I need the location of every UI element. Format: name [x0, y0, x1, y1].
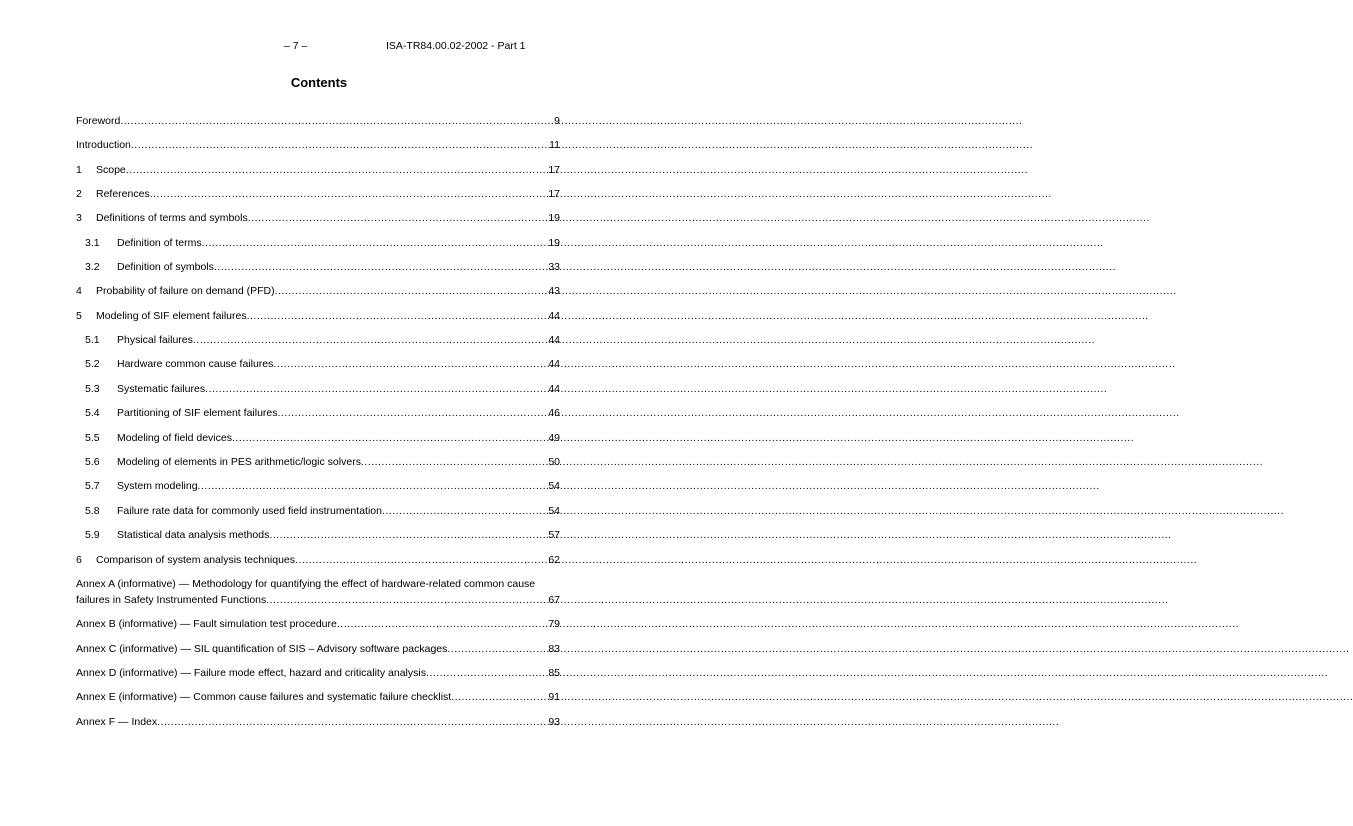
toc-entry-definitions[interactable]: [76, 212, 560, 225]
toc-page-number: 19: [548, 212, 560, 224]
toc-entry-definition-of-symbols[interactable]: [76, 261, 560, 274]
toc-entry-system-modeling[interactable]: [76, 480, 560, 493]
dot-leader: [361, 456, 547, 469]
toc-entry-title: Annex E (informative) — Common cause failures and systematic failure checklist: [76, 691, 452, 703]
dot-leader: [214, 261, 547, 274]
toc-entry-title: Modeling of elements in PES arithmetic/logic solvers: [117, 456, 361, 468]
toc-page-number: 49: [548, 432, 560, 444]
toc-entry-hardware-common-cause[interactable]: [76, 358, 560, 371]
toc-entry-title: Modeling of field devices: [117, 432, 232, 444]
toc-section-number: 3: [76, 212, 82, 224]
toc-page-number: 83: [548, 643, 560, 655]
dot-leader: [382, 505, 547, 518]
toc-entry-scope[interactable]: [76, 164, 560, 177]
toc-page-number: 44: [548, 358, 560, 370]
toc-page-number: 44: [548, 383, 560, 395]
toc-entry-title: Partitioning of SIF element failures: [117, 407, 278, 419]
toc-section-number: 3.2: [85, 261, 100, 273]
toc-entry-references[interactable]: [76, 188, 560, 201]
toc-section-number: 2: [76, 188, 82, 200]
toc-section-number: 5.1: [85, 334, 100, 346]
dot-leader: [126, 164, 548, 177]
toc-entry-title: Comparison of system analysis techniques: [96, 554, 296, 566]
dot-leader: [275, 285, 548, 298]
toc-section-number: 3.1: [85, 237, 100, 249]
toc-section-number: 4: [76, 285, 82, 297]
toc-entry-failure-rate-data[interactable]: [76, 505, 560, 518]
toc-page-number: 17: [548, 188, 560, 200]
dot-leader: [337, 618, 547, 631]
toc-entry-title: System modeling: [117, 480, 198, 492]
toc-entry-comparison[interactable]: [76, 554, 560, 567]
dot-leader: [426, 667, 547, 680]
toc-section-number: 5.4: [85, 407, 100, 419]
toc-entry-foreword[interactable]: [76, 115, 560, 128]
dot-leader: [278, 407, 548, 420]
toc-page-number: 54: [548, 480, 560, 492]
toc-page-number: 50: [548, 456, 560, 468]
dot-leader: [269, 529, 547, 542]
toc-entry-title: Systematic failures: [117, 383, 206, 395]
toc-entry-title: Foreword: [76, 115, 121, 127]
toc-entry-title: Scope: [96, 164, 126, 176]
document-id: ISA-TR84.00.02-2002 - Part 1: [386, 40, 526, 52]
toc-page-number: 17: [548, 164, 560, 176]
toc-entry-title: Statistical data analysis methods: [117, 529, 270, 541]
toc-section-number: 5.7: [85, 480, 100, 492]
toc-page-number: 44: [548, 334, 560, 346]
toc-page-number: 11: [549, 139, 560, 151]
toc-entry-title: Annex F — Index: [76, 716, 158, 728]
toc-entry-title: Probability of failure on demand (PFD): [96, 285, 275, 297]
toc-section-number: 5: [76, 310, 82, 322]
dot-leader: [157, 716, 547, 729]
toc-entry-annex-a[interactable]: [76, 578, 560, 607]
toc-entry-annex-b[interactable]: [76, 618, 560, 631]
toc-page-number: 62: [548, 554, 560, 566]
toc-entry-pes-logic-solvers[interactable]: [76, 456, 560, 469]
toc-section-number: 5.5: [85, 432, 100, 444]
toc-entry-title: Introduction: [76, 139, 131, 151]
toc-page-number: 67: [548, 594, 560, 606]
toc-entry-title: Failure rate data for commonly used field instrumentation: [117, 505, 382, 517]
toc-entry-title: Definition of terms: [117, 237, 202, 249]
toc-entry-title: Physical failures: [117, 334, 193, 346]
toc-entry-title: Modeling of SIF element failures: [96, 310, 247, 322]
toc-page-number: 9: [554, 115, 560, 127]
dot-leader: [232, 432, 547, 445]
dot-leader: [131, 139, 548, 152]
toc-section-number: 5.3: [85, 383, 100, 395]
toc-page-number: 44: [548, 310, 560, 322]
toc-page-number: 46: [548, 407, 560, 419]
toc-page-number: 43: [548, 285, 560, 297]
dot-leader: [247, 310, 548, 323]
toc-page-number: 93: [548, 716, 560, 728]
dot-leader: [273, 358, 547, 371]
dot-leader: [120, 115, 553, 128]
dot-leader: [451, 691, 547, 704]
toc-entry-annex-c[interactable]: [76, 643, 560, 656]
toc-entry-statistical-analysis[interactable]: [76, 529, 560, 542]
dot-leader: [248, 212, 548, 225]
toc-entry-title: Annex C (informative) — SIL quantification of SIS – Advisory software packages: [76, 643, 448, 655]
toc-entry-physical-failures[interactable]: [76, 334, 560, 347]
toc-entry-title-line1: Annex A (informative) — Methodology for quantifying the effect of hardware-related common cause: [76, 578, 536, 590]
toc-page-number: 54: [548, 505, 560, 517]
toc-entry-annex-e[interactable]: [76, 691, 560, 704]
toc-page-number: 19: [548, 237, 560, 249]
toc-page-number: 33: [548, 261, 560, 273]
toc-entry-annex-f[interactable]: [76, 716, 560, 729]
toc-entry-modeling-sif[interactable]: [76, 310, 560, 323]
toc-entry-title: References: [96, 188, 150, 200]
toc-entry-field-devices[interactable]: [76, 432, 560, 445]
page-number: – 7 –: [284, 40, 308, 52]
toc-page-number: 85: [548, 667, 560, 679]
toc-page-number: 57: [548, 529, 560, 541]
dot-leader: [202, 237, 548, 250]
toc-entry-definition-of-terms[interactable]: [76, 237, 560, 250]
dot-leader: [266, 594, 547, 607]
dot-leader: [150, 188, 548, 201]
dot-leader: [205, 383, 547, 396]
toc-entry-title: Annex D (informative) — Failure mode effect, hazard and criticality analysis: [76, 667, 426, 679]
toc-entry-title: Definitions of terms and symbols: [96, 212, 248, 224]
toc-entry-annex-d[interactable]: [76, 667, 560, 680]
toc-section-number: 5.2: [85, 358, 100, 370]
toc-section-number: 6: [76, 554, 82, 566]
contents-title: Contents: [290, 75, 348, 90]
toc-entry-pfd[interactable]: [76, 285, 560, 298]
toc-section-number: 5.9: [85, 529, 100, 541]
dot-leader: [295, 554, 547, 567]
document-page: [0, 0, 638, 826]
toc-entry-systematic-failures[interactable]: [76, 383, 560, 396]
toc-page-number: 79: [548, 618, 560, 630]
toc-entry-introduction[interactable]: [76, 139, 560, 152]
toc-section-number: 5.8: [85, 505, 100, 517]
dot-leader: [447, 643, 547, 656]
table-of-contents: [76, 0, 560, 826]
toc-entry-title: Definition of symbols: [117, 261, 214, 273]
toc-entry-partitioning[interactable]: [76, 407, 560, 420]
toc-entry-title: Hardware common cause failures: [117, 358, 274, 370]
toc-page-number: 91: [548, 691, 560, 703]
toc-entry-title: Annex B (informative) — Fault simulation test procedure: [76, 618, 337, 630]
toc-section-number: 5.6: [85, 456, 100, 468]
dot-leader: [198, 480, 548, 493]
toc-entry-title: failures in Safety Instrumented Functions: [76, 594, 267, 606]
toc-section-number: 1: [76, 164, 82, 176]
dot-leader: [193, 334, 547, 347]
